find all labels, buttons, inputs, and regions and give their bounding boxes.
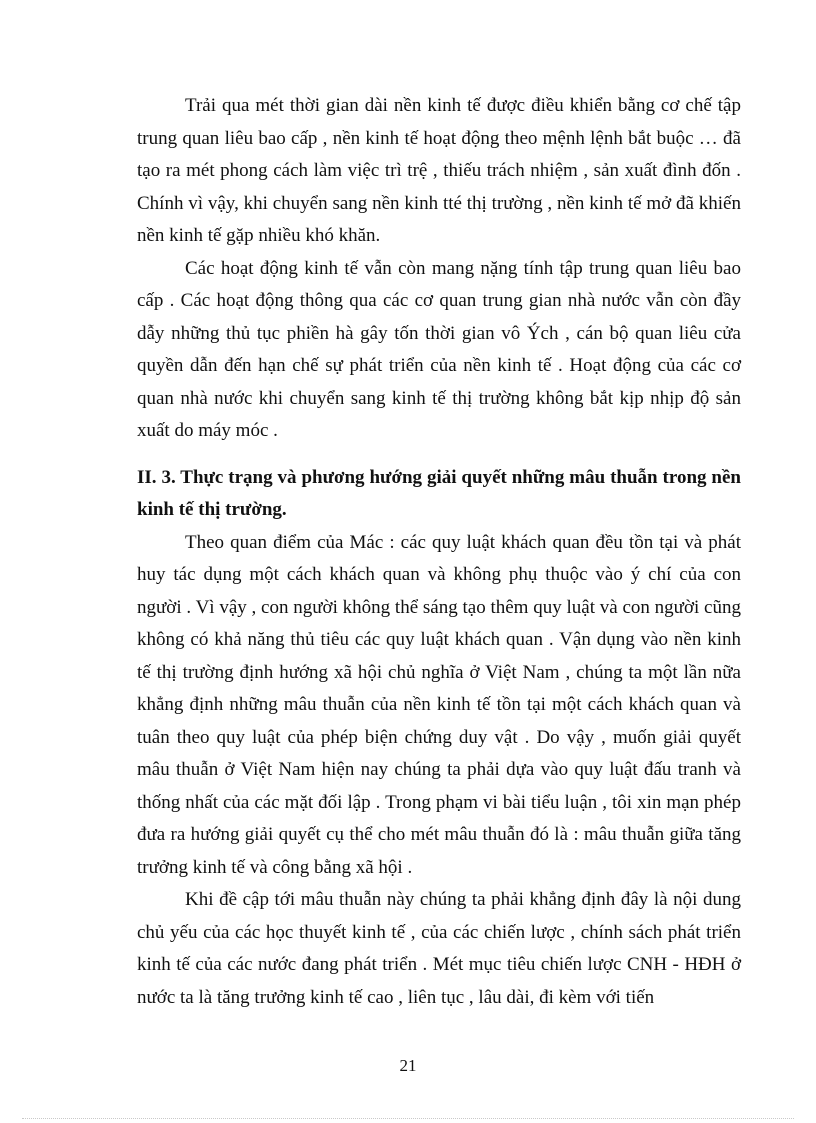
paragraph-centralized-economy: Trải qua mét thời gian dài nền kinh tế được điều khiển bằng cơ chế tập trung quan liêu bao cấp , nền kinh tế hoạt động theo mệnh lệnh bắt buộc … đã tạo ra mét phong cách làm việc trì trệ , thiếu trách nhiệm , sản xuất đình đốn . Chính vì vậy, khi chuyển sang nền kinh tté thị trường , nền kinh tế mở đã khiến nền kinh tế gặp nhiều khó khăn. [137,95,741,246]
page-body [137,90,741,1014]
paragraph-contradiction: Khi đề cập tới mâu thuẫn này chúng ta phải khẳng định đây là nội dung chủ yếu của các học thuyết kinh tế , của các chiến lược , chính sách phát triển kinh tế của các nước đang phát triển . Mét mục tiêu chiến lược CNH - HĐH ở nước ta là tăng trưởng kinh tế cao , liên tục , lâu dài, đi kèm với tiến [137,889,741,1008]
paragraph-bureaucracy: Các hoạt động kinh tế vẫn còn mang nặng tính tập trung quan liêu bao cấp . Các hoạt động thông qua các cơ quan trung gian nhà nước vẫn còn đầy dẫy những thủ tục phiền hà gây tốn thời gian vô Ých , cán bộ quan liêu cửa quyền dẫn đến hạn chế sự phát triển của nền kinh tế . Hoạt động của các cơ quan nhà nước khi chuyển sang kinh tế thị trường không bắt kịp nhịp độ sản xuất do máy móc . [137,257,741,441]
section-heading: II. 3. Thực trạng và phương hướng giải quyết những mâu thuẫn trong nền kinh tế thị trường. [137,466,741,520]
page-number: 21 [399,1056,417,1075]
footer-divider [22,1118,794,1119]
paragraph-marx-view: Theo quan điểm của Mác : các quy luật khách quan đều tồn tại và phát huy tác dụng một cách khách quan và không phụ thuộc vào ý chí của con người . Vì vậy , con người không thể sáng tạo thêm quy luật và con người cũng không có khả năng thủ tiêu các quy luật khách quan . Vận dụng vào nền kinh tế thị trường định hướng xã hội chủ nghĩa ở Việt Nam , chúng ta một lần nữa khẳng định những mâu thuẫn của nền kinh tế tồn tại một cách khách quan và tuân theo quy luật của phép biện chứng duy vật . Do vậy , muốn giải quyết mâu thuẫn ở Việt Nam hiện nay chúng ta phải dựa vào quy luật đấu tranh và thống nhất của các mặt đối lập . Trong phạm vi bài tiểu luận , tôi xin mạn phép đưa ra hướng giải quyết cụ thể cho mét mâu thuẫn đó là : mâu thuẫn giữa tăng trưởng kinh tế và công bằng xã hội . [137,531,741,878]
